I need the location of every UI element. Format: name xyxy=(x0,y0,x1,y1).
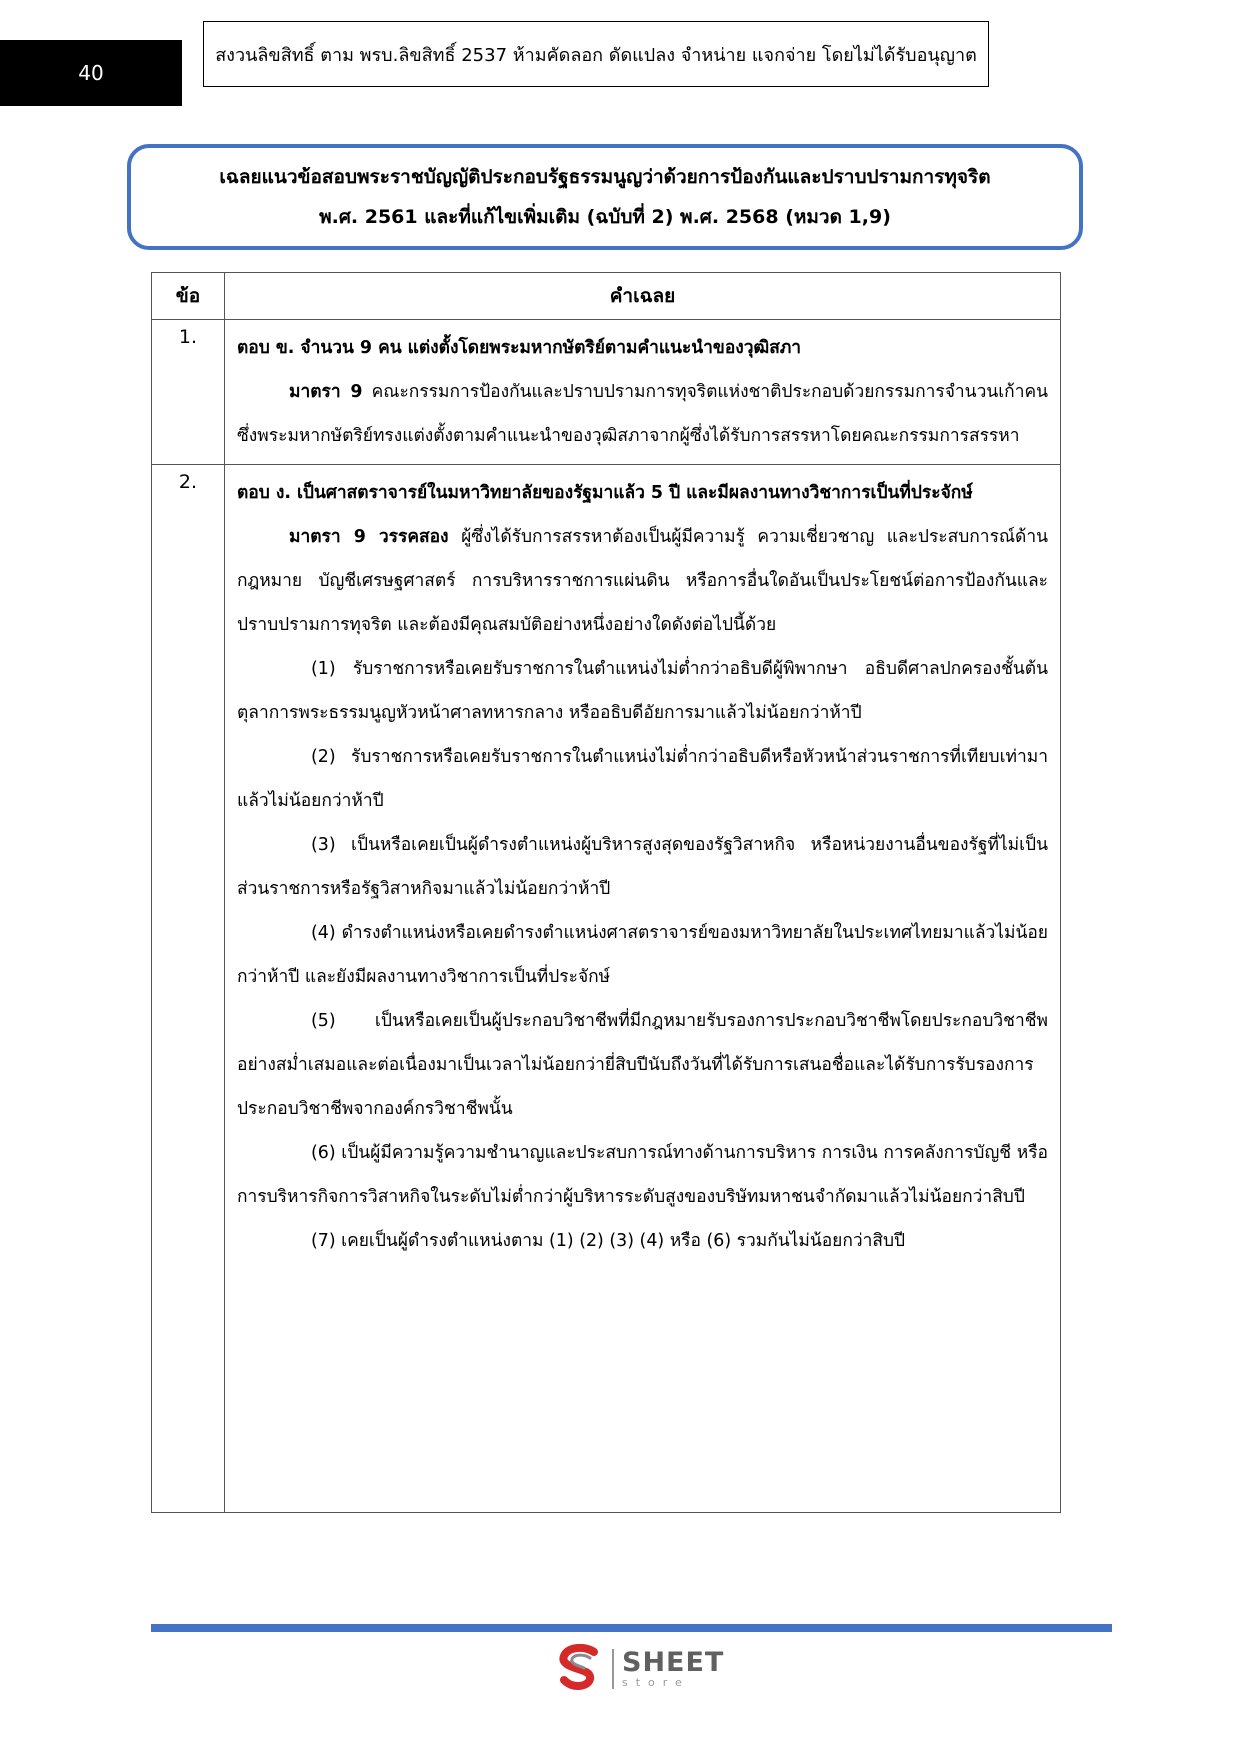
logo-brand: SHEET xyxy=(622,1647,725,1678)
answer-choice: ตอบ ง. เป็นศาสตราจารย์ในมหาวิทยาลัยของรัฐมาแล้ว 5 ปี และมีผลงานทางวิชาการเป็นที่ประจักษ์ xyxy=(237,483,973,503)
qualification-item: (3) เป็นหรือเคยเป็นผู้ดำรงตำแหน่งผู้บริหารสูงสุดของรัฐวิสาหกิจ หรือหน่วยงานอื่นของรัฐที่ไม่เป็นส่วนราชการหรือรัฐวิสาหกิจมาแล้วไม่น้อยกว่าห้าปี xyxy=(237,835,1048,899)
law-text: คณะกรรมการป้องกันและปราบปรามการทุจริตแห่งชาติประกอบด้วยกรรมการจำนวนเก้าคน ซึ่งพระมหากษัตริย์ทรงแต่งตั้งตามคำแนะนำของวุฒิสภาจากผู้ซึ่งได้รับการสรรหาโดยคณะกรรมการสรรหา xyxy=(237,382,1048,446)
page-number: 40 xyxy=(0,40,182,106)
column-header-answer: คำเฉลย xyxy=(225,273,1061,320)
table-header-row xyxy=(152,273,1061,320)
qualification-item: (6) เป็นผู้มีความรู้ความชำนาญและประสบการณ์ทางด้านการบริหาร การเงิน การคลังการบัญชี หรือการบริหารกิจการวิสาหกิจในระดับไม่ต่ำกว่าผู้บริหารระดับสูงของบริษัทมหาชนจำกัดมาแล้วไม่น้อยกว่าสิบปี xyxy=(237,1143,1048,1207)
answer-cell xyxy=(225,465,1061,1513)
title-line-1: เฉลยแนวข้อสอบพระราชบัญญัติประกอบรัฐธรรมนูญว่าด้วยการป้องกันและปราบปรามการทุจริต xyxy=(219,166,991,188)
law-paragraph xyxy=(237,370,1048,458)
table-row xyxy=(152,465,1061,1513)
qualification-item: (1) รับราชการหรือเคยรับราชการในตำแหน่งไม่ต่ำกว่าอธิบดีผู้พิพากษา อธิบดีศาลปกครองชั้นต้นตุลาการพระธรรมนูญหัวหน้าศาลทหารกลาง หรืออธิบดีอัยการมาแล้วไม่น้อยกว่าห้าปี xyxy=(237,659,1048,723)
sheet-logo-icon xyxy=(556,1644,604,1694)
logo-brand-sub: store xyxy=(622,1676,690,1689)
question-number: 2. xyxy=(152,465,225,1513)
qualification-item: (5) เป็นหรือเคยเป็นผู้ประกอบวิชาชีพที่มีกฎหมายรับรองการประกอบวิชาชีพโดยประกอบวิชาชีพอย่างสม่ำเสมอและต่อเนื่องมาเป็นเวลาไม่น้อยกว่ายี่สิบปีนับถึงวันที่ได้รับการเสนอชื่อและได้รับการรับรองการประกอบวิชาชีพจากองค์กรวิชาชีพนั้น xyxy=(237,1011,1048,1119)
question-number: 1. xyxy=(152,320,225,465)
answer-table xyxy=(151,272,1061,1513)
footer-divider xyxy=(151,1624,1112,1632)
law-section: มาตรา 9 xyxy=(289,382,363,402)
document-title-box xyxy=(127,144,1083,250)
qualification-item: (2) รับราชการหรือเคยรับราชการในตำแหน่งไม่ต่ำกว่าอธิบดีหรือหัวหน้าส่วนราชการที่เทียบเท่ามาแล้วไม่น้อยกว่าห้าปี xyxy=(237,747,1048,811)
qualification-item: (4) ดำรงตำแหน่งหรือเคยดำรงตำแหน่งศาสตราจารย์ของมหาวิทยาลัยในประเทศไทยมาแล้วไม่น้อยกว่าห้าปี และยังมีผลงานทางวิชาการเป็นที่ประจักษ์ xyxy=(237,923,1048,987)
title-line-2: พ.ศ. 2561 และที่แก้ไขเพิ่มเติม (ฉบับที่ 2) พ.ศ. 2568 (หมวด 1,9) xyxy=(319,206,891,228)
law-paragraph xyxy=(237,515,1048,647)
copyright-notice: สงวนลิขสิทธิ์ ตาม พรบ.ลิขสิทธิ์ 2537 ห้ามคัดลอก ดัดแปลง จำหน่าย แจกจ่าย โดยไม่ได้รับอนุญาต xyxy=(203,21,989,87)
qualification-item: (7) เคยเป็นผู้ดำรงตำแหน่งตาม (1) (2) (3) (4) หรือ (6) รวมกันไม่น้อยกว่าสิบปี xyxy=(311,1231,906,1251)
logo-wordmark xyxy=(612,1649,724,1689)
sheet-store-logo xyxy=(556,1643,724,1695)
column-header-number: ข้อ xyxy=(152,273,225,320)
table-row xyxy=(152,320,1061,465)
law-text: ผู้ซึ่งได้รับการสรรหาต้องเป็นผู้มีความรู้ ความเชี่ยวชาญ และประสบการณ์ด้านกฎหมาย บัญชีเศรษฐศาสตร์ การบริหารราชการแผ่นดิน หรือการอื่นใดอันเป็นประโยชน์ต่อการป้องกันและปราบปรามการทุจริต และต้องมีคุณสมบัติอย่างหนึ่งอย่างใดดังต่อไปนี้ด้วย xyxy=(237,527,1048,635)
answer-cell xyxy=(225,320,1061,465)
answer-choice: ตอบ ข. จำนวน 9 คน แต่งตั้งโดยพระมหากษัตริย์ตามคำแนะนำของวุฒิสภา xyxy=(237,338,802,358)
law-section: มาตรา 9 วรรคสอง xyxy=(289,527,449,547)
